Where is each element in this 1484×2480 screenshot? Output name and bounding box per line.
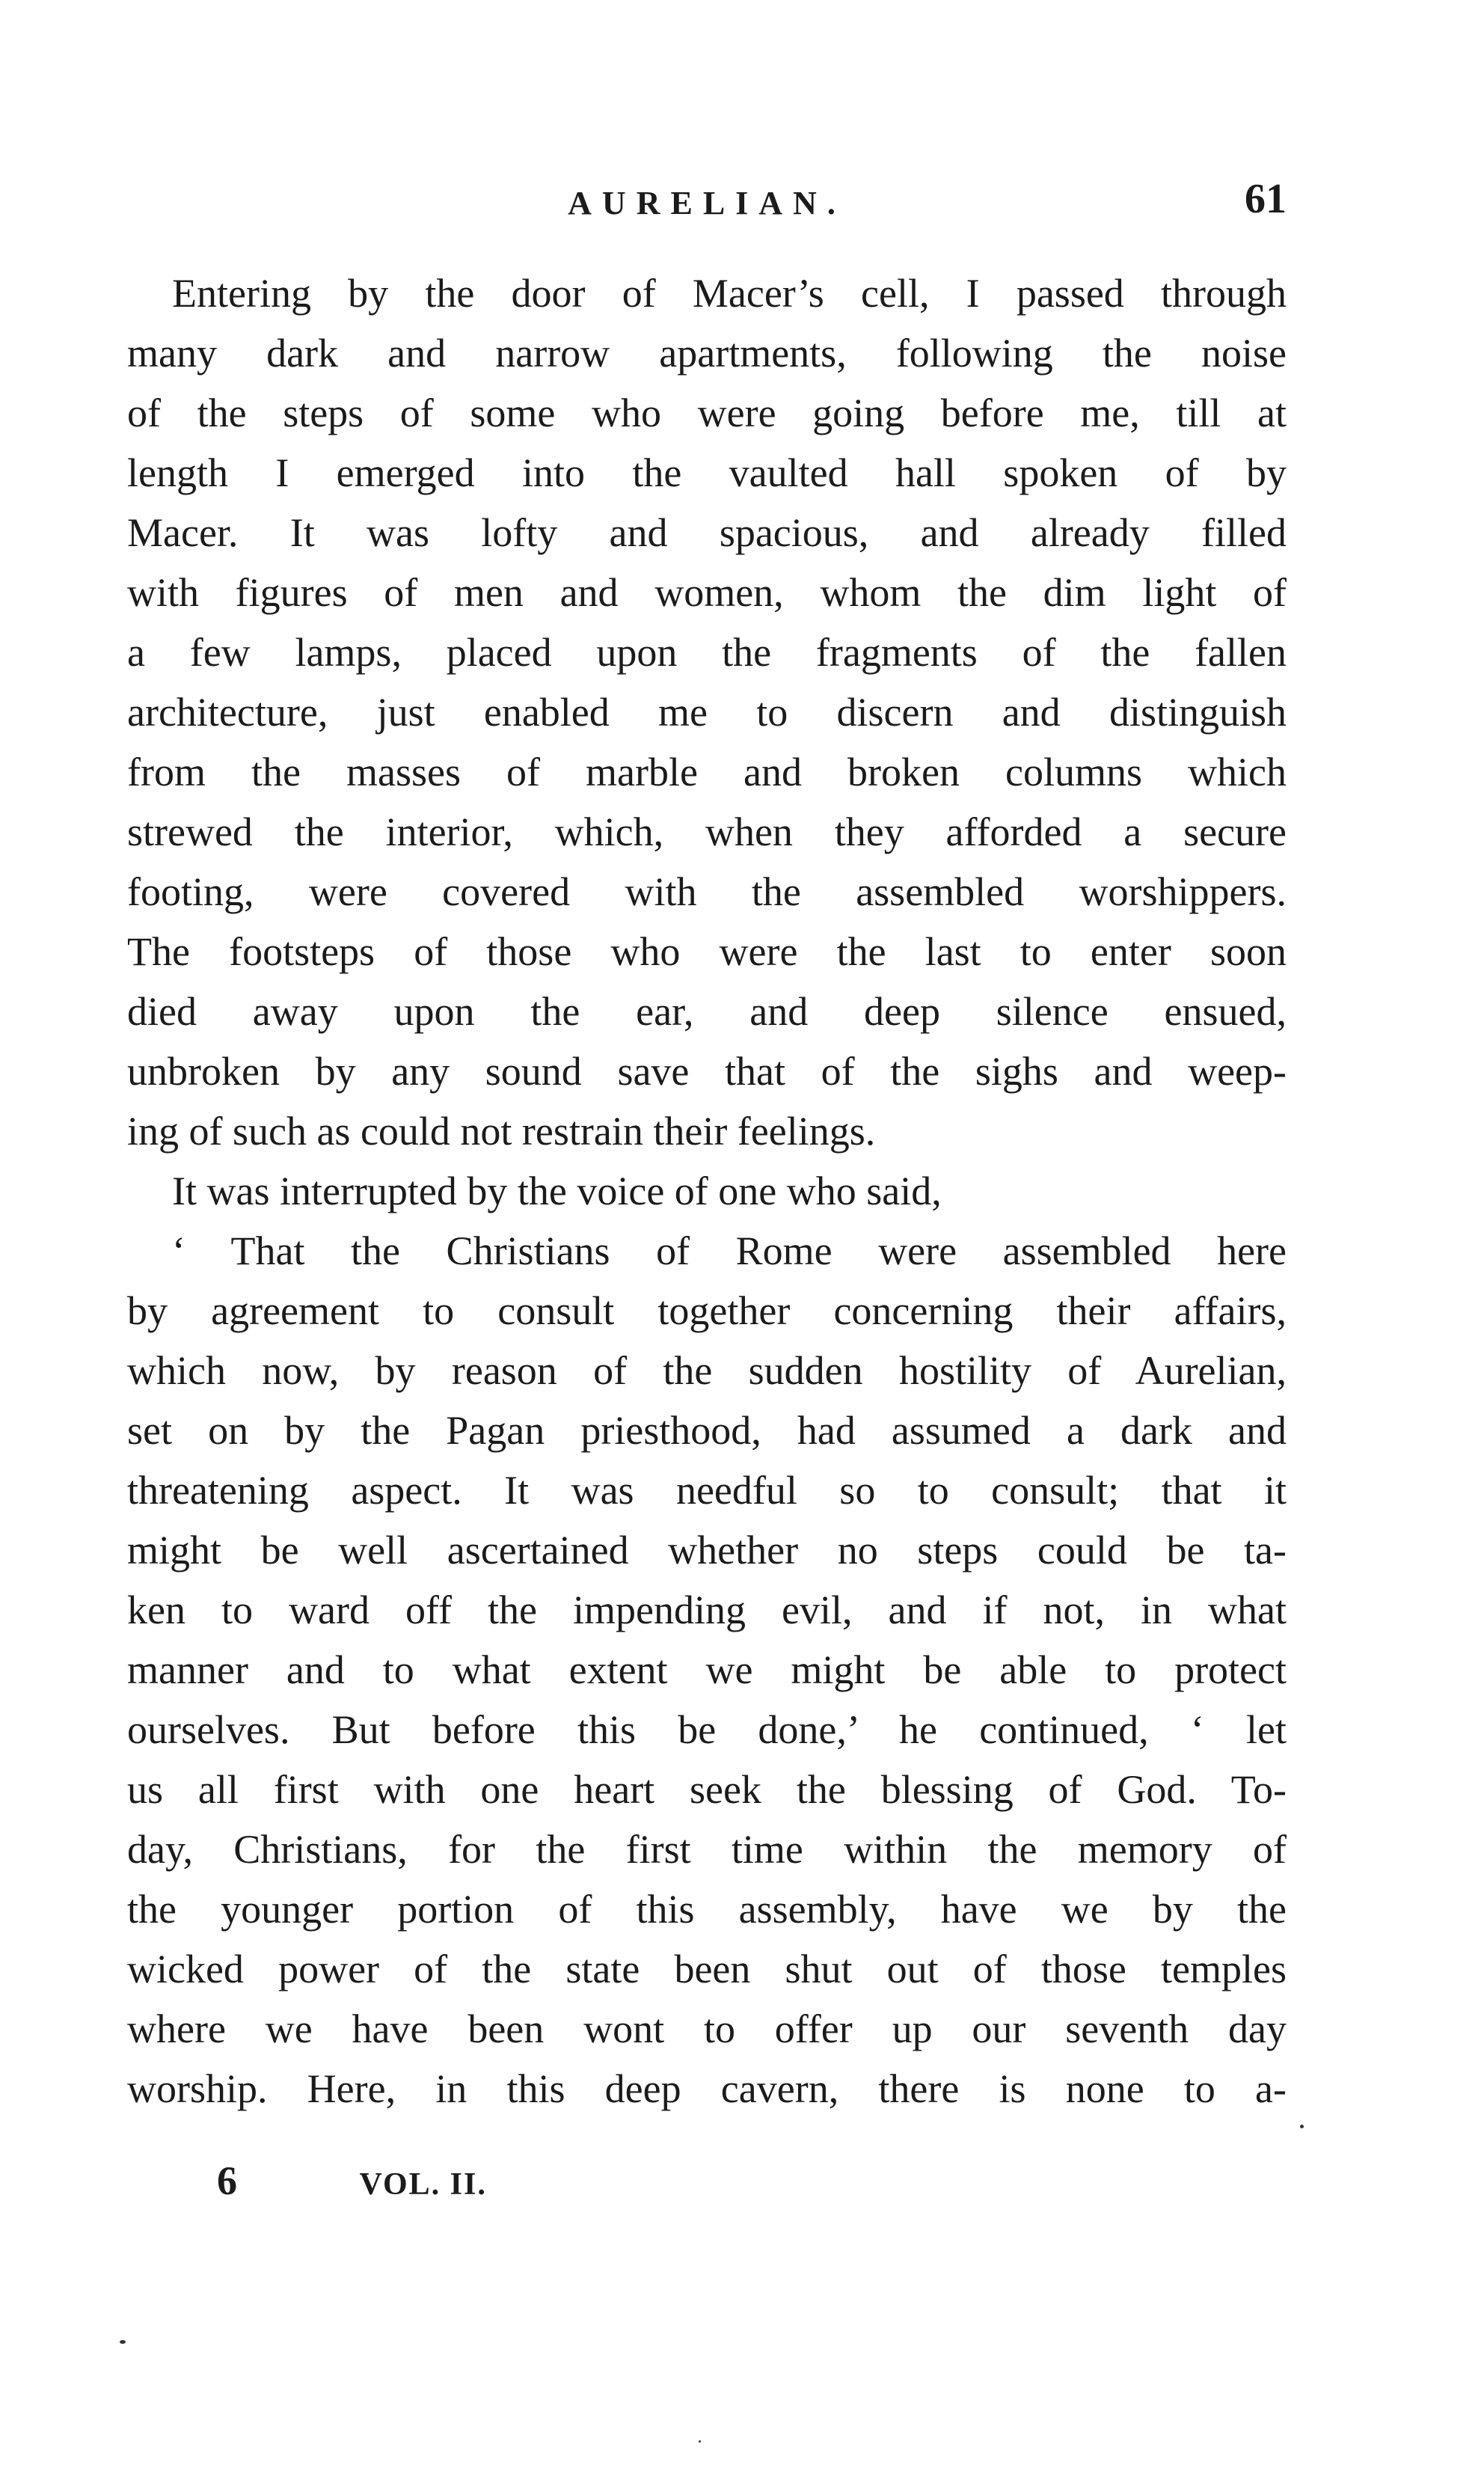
text-line: manner and to what extent we might be able to protect [127, 1647, 1287, 1692]
text-line: from the masses of marble and broken columns which [127, 750, 1287, 794]
text-line: day, Christians, for the first time within the memory of [127, 1827, 1287, 1872]
text-line: footing, were covered with the assembled worshippers. [127, 869, 1287, 914]
text-line: Macer. It was lofty and spacious, and already filled [127, 510, 1287, 555]
text-line: many dark and narrow apartments, following the noise [127, 331, 1287, 376]
text-line: ken to ward off the impending evil, and if not, in what [127, 1587, 1287, 1632]
page-footer [217, 2151, 487, 2211]
ink-speck [1300, 2125, 1304, 2128]
text-line: worship. Here, in this deep cavern, there is none to a- [127, 2066, 1287, 2111]
ink-speck [699, 2440, 701, 2443]
text-line: unbroken by any sound save that of the sighs and weep- [127, 1049, 1287, 1094]
text-line: architecture, just enabled me to discern and distinguish [127, 690, 1287, 735]
text-line: set on by the Pagan priesthood, had assumed a dark and [127, 1408, 1287, 1453]
text-line: ourselves. But before this be done,’ he continued, ‘ let [127, 1707, 1287, 1752]
text-line: with figures of men and women, whom the dim light of [127, 570, 1287, 615]
running-title: AURELIAN. [568, 185, 846, 221]
page-number: 61 [1245, 176, 1287, 222]
text-line: Entering by the door of Macer’s cell, I passed through [172, 271, 1287, 316]
text-line: died away upon the ear, and deep silence ensued, [127, 989, 1287, 1034]
text-line: strewed the interior, which, when they afforded a secure [127, 809, 1287, 854]
text-line: which now, by reason of the sudden hostility of Aurelian, [127, 1348, 1287, 1393]
text-line: wicked power of the state been shut out of those temples [127, 1947, 1287, 1991]
body-text [127, 263, 1287, 2119]
ink-speck [120, 2340, 126, 2344]
text-line: It was interrupted by the voice of one who said, [172, 1169, 942, 1213]
text-line: by agreement to consult together concerning their affairs, [127, 1288, 1287, 1333]
text-line: threatening aspect. It was needful so to consult; that it [127, 1468, 1287, 1513]
signature-mark: 6 [217, 2158, 237, 2203]
text-line: us all first with one heart seek the blessing of God. To- [127, 1767, 1287, 1812]
running-head [127, 174, 1287, 233]
text-line: of the steps of some who were going before me, till at [127, 391, 1287, 435]
text-line: where we have been wont to offer up our seventh day [127, 2006, 1287, 2051]
text-line: The footsteps of those who were the last to enter soon [127, 929, 1287, 974]
volume-mark: VOL. II. [359, 2167, 487, 2202]
text-line: might be well ascertained whether no steps could be ta- [127, 1528, 1287, 1573]
text-line: length I emerged into the vaulted hall spoken of by [127, 450, 1287, 495]
text-line: ‘ That the Christians of Rome were assembled here [172, 1228, 1287, 1273]
text-line: the younger portion of this assembly, have we by the [127, 1887, 1287, 1932]
text-line: a few lamps, placed upon the fragments of the fallen [127, 630, 1287, 675]
text-line: ing of such as could not restrain their feelings. [127, 1109, 876, 1154]
